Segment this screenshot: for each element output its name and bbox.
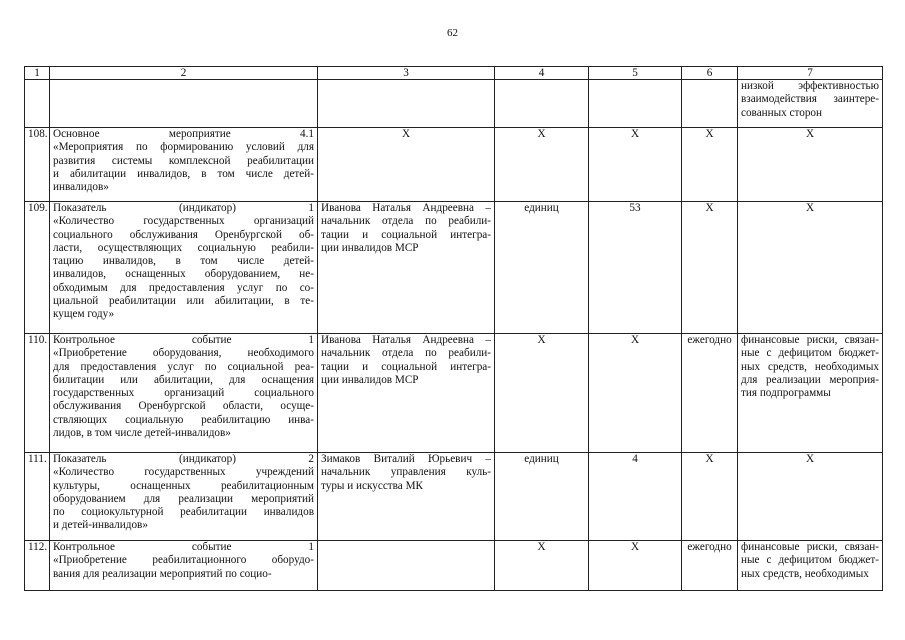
measures-table <box>24 66 883 591</box>
unit-cell <box>495 80 589 128</box>
cell-line: тации и социальной интегра- <box>321 228 491 241</box>
measure-name-cell <box>50 334 318 453</box>
risk-cell <box>738 541 883 591</box>
column-number: 1 <box>25 67 50 80</box>
row-number-cell <box>25 80 50 128</box>
row-number-cell: 111. <box>25 453 50 541</box>
row-number-cell: 112. <box>25 541 50 591</box>
table-row <box>25 334 883 453</box>
risk-cell <box>738 202 883 334</box>
cell-line: культуры, оснащенных реабилитационным <box>53 479 314 492</box>
table-row <box>25 202 883 334</box>
value-cell: Х <box>589 541 682 591</box>
cell-line: Иванова Наталья Андреевна – <box>321 334 491 346</box>
cell-line: начальник управления куль- <box>321 466 491 479</box>
cell-line: инвалидов, оснащенных оборудованием, не- <box>53 268 314 281</box>
risk-cell <box>738 334 883 453</box>
cell-line: ласти, осуществляющих социальную реабили- <box>53 241 314 254</box>
cell-line: ные с дефицитом бюджет- <box>741 347 879 360</box>
responsible-cell <box>318 128 495 202</box>
cell-line: сованных сторон <box>741 106 823 119</box>
cell-line: финансовые риски, связан- <box>741 334 879 346</box>
cell-line: ции инвалидов МСР <box>321 373 419 386</box>
period-cell <box>682 80 738 128</box>
cell-line: по социокультурной реабилитации инвалидов <box>53 506 314 519</box>
cell-line: тации и социальной интегра- <box>321 360 491 373</box>
cell-line: лидов, в том числе детей-инвалидов» <box>53 427 231 440</box>
measure-name-cell <box>50 128 318 202</box>
cell-line: и абилитации инвалидов, в том числе детей- <box>53 167 314 180</box>
cell-line: низкой эффективностью <box>741 80 879 92</box>
cell-line: Зимаков Виталий Юрьевич – <box>321 453 491 465</box>
cell-line: ции инвалидов МСР <box>321 241 419 254</box>
row-number-cell: 108. <box>25 128 50 202</box>
cell-line: тацию инвалидов, в том числе детей- <box>53 255 314 268</box>
cell-line: циальной реабилитации или абилитации, в те- <box>53 295 314 308</box>
responsible-cell <box>318 202 495 334</box>
risk-cell <box>738 128 883 202</box>
cell-line: Х <box>805 202 815 214</box>
cell-line: кущем году» <box>53 308 115 321</box>
page-number: 62 <box>447 27 458 39</box>
column-number: 4 <box>495 67 589 80</box>
column-number: 7 <box>738 67 883 80</box>
unit-cell: единиц <box>495 202 589 334</box>
cell-line: Показатель (индикатор) 2 <box>53 453 314 465</box>
responsible-cell <box>318 334 495 453</box>
cell-line: «Количество государственных организаций <box>53 215 314 228</box>
cell-line: начальник отдела по реабили- <box>321 347 491 360</box>
value-cell: 53 <box>589 202 682 334</box>
cell-line: обслуживания Оренбургской области, осуще- <box>53 400 314 413</box>
cell-line: ных средств, необходимых <box>741 360 879 373</box>
cell-line: государственных организаций социального <box>53 387 314 400</box>
column-number: 5 <box>589 67 682 80</box>
column-number-row <box>25 67 883 80</box>
table-row <box>25 80 883 128</box>
value-cell <box>589 80 682 128</box>
value-cell: 4 <box>589 453 682 541</box>
responsible-cell <box>318 453 495 541</box>
cell-line: «Приобретение оборудования, необходимого <box>53 347 314 360</box>
cell-line: Основное мероприятие 4.1 <box>53 128 314 140</box>
cell-line: тия подпрограммы <box>741 387 831 400</box>
measure-name-cell <box>50 541 318 591</box>
period-cell: ежегодно <box>682 541 738 591</box>
cell-line: финансовые риски, связан- <box>741 541 879 553</box>
cell-line: «Приобретение реабилитационного оборудо- <box>53 554 314 567</box>
responsible-cell <box>318 541 495 591</box>
cell-line: вания для реализации мероприятий по социо- <box>53 567 272 580</box>
period-cell: Х <box>682 128 738 202</box>
row-number-cell: 110. <box>25 334 50 453</box>
cell-line: развития системы комплексной реабилитации <box>53 154 314 167</box>
cell-line: взаимодействия заинтере- <box>741 93 879 106</box>
cell-line: Показатель (индикатор) 1 <box>53 202 314 214</box>
cell-line: Х <box>401 128 411 140</box>
cell-line: для реализации мероприя- <box>741 373 879 386</box>
cell-line: ные с дефицитом бюджет- <box>741 554 879 567</box>
cell-line: обходимым для предоставления услуг по со- <box>53 281 314 294</box>
cell-line: социального обслуживания Оренбургской об- <box>53 228 314 241</box>
row-number-cell: 109. <box>25 202 50 334</box>
cell-line: Контрольное событие 1 <box>53 541 314 553</box>
value-cell: Х <box>589 128 682 202</box>
cell-line: инвалидов» <box>53 181 109 194</box>
cell-line: ствляющих социальную реабилитацию инва- <box>53 413 314 426</box>
cell-line: «Мероприятия по формированию условий для <box>53 141 314 154</box>
column-number: 6 <box>682 67 738 80</box>
cell-line: Контрольное событие 1 <box>53 334 314 346</box>
unit-cell: Х <box>495 541 589 591</box>
cell-line: Иванова Наталья Андреевна – <box>321 202 491 214</box>
unit-cell: Х <box>495 334 589 453</box>
measure-name-cell <box>50 80 318 128</box>
cell-line: Х <box>805 128 815 140</box>
cell-line: и детей-инвалидов» <box>53 519 148 532</box>
column-number: 3 <box>318 67 495 80</box>
table-row <box>25 128 883 202</box>
cell-line: «Количество государственных учреждений <box>53 466 314 479</box>
cell-line: Х <box>805 453 815 465</box>
table-row <box>25 453 883 541</box>
value-cell: Х <box>589 334 682 453</box>
risk-cell <box>738 80 883 128</box>
period-cell: Х <box>682 453 738 541</box>
cell-line: для предоставления услуг по социальной реа- <box>53 360 314 373</box>
period-cell: ежегодно <box>682 334 738 453</box>
cell-line: оборудованием для реализации мероприятий <box>53 492 314 505</box>
cell-line: билитации или абилитации, для оснащения <box>53 373 314 386</box>
cell-line: начальник отдела по реабили- <box>321 215 491 228</box>
measure-name-cell <box>50 453 318 541</box>
unit-cell: Х <box>495 128 589 202</box>
measure-name-cell <box>50 202 318 334</box>
unit-cell: единиц <box>495 453 589 541</box>
column-number: 2 <box>50 67 318 80</box>
risk-cell <box>738 453 883 541</box>
table-row <box>25 541 883 591</box>
period-cell: Х <box>682 202 738 334</box>
cell-line: ных средств, необходимых <box>741 567 869 580</box>
cell-line: туры и искусства МК <box>321 479 423 492</box>
responsible-cell <box>318 80 495 128</box>
